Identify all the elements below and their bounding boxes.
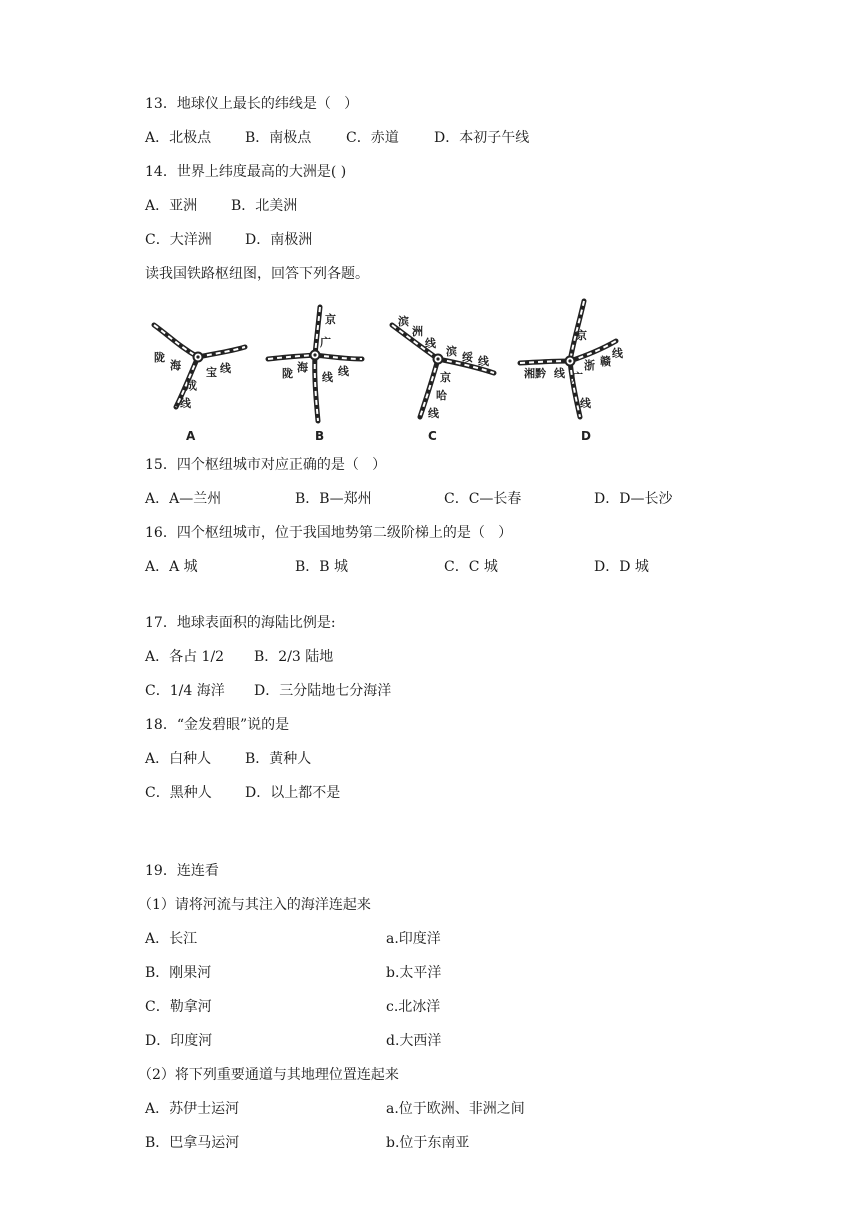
q15-option-c: C．C—长春 — [444, 491, 522, 507]
label-d-6: 赣 — [600, 355, 611, 368]
label-c-8: 哈 — [436, 389, 447, 402]
q14-stem: 14．世界上纬度最高的大洲是( ) — [145, 164, 347, 180]
q17-option-d: D．三分陆地七分海洋 — [254, 683, 392, 699]
q14-option-b: B．北美洲 — [231, 198, 298, 214]
q19-part1-left-a: A．长江 — [145, 931, 198, 947]
label-c-9: 线 — [428, 407, 439, 420]
q19-part2-right-b: b.位于东南亚 — [386, 1135, 470, 1151]
label-c-4: 滨 — [446, 345, 457, 358]
label-a-3: 宝 — [206, 366, 217, 379]
q18-option-c: C．黑种人 — [145, 785, 212, 801]
q19-part2-title: （2）将下列重要通道与其地理位置连起来 — [138, 1067, 399, 1083]
q18-stem: 18．“金发碧眼”说的是 — [145, 717, 290, 733]
q13-option-d: D．本初子午线 — [434, 130, 530, 146]
label-d-5: 浙 — [584, 359, 595, 372]
label-d-1: 京 — [576, 329, 587, 342]
q13-option-c: C．赤道 — [346, 130, 399, 146]
q17-option-c: C．1/4 海洋 — [145, 683, 225, 699]
q19-part1-title: （1）请将河流与其注入的海洋连起来 — [138, 897, 371, 913]
q16-option-b: B．B 城 — [295, 559, 349, 575]
q19-part1-right-b: b.太平洋 — [386, 965, 442, 981]
q19-part1-left-d: D．印度河 — [145, 1033, 213, 1049]
label-b-5: 线 — [338, 365, 349, 378]
q15-option-d: D．D—长沙 — [594, 491, 673, 507]
q16-option-c: C．C 城 — [444, 559, 498, 575]
label-b-6: 线 — [322, 371, 333, 384]
q14-option-d: D．南极洲 — [245, 232, 313, 248]
q18-option-d: D．以上都不是 — [245, 785, 341, 801]
hub-diagram-b — [268, 307, 362, 443]
label-a-1: 陇 — [154, 351, 165, 364]
q16-stem: 16．四个枢纽城市，位于我国地势第二级阶梯上的是（ ） — [145, 525, 513, 541]
label-c-6: 线 — [478, 355, 489, 368]
hub-diagram-d — [520, 301, 624, 443]
q19-stem: 19．连连看 — [145, 863, 219, 879]
label-d-8: 线 — [580, 397, 591, 410]
label-b-2: 广 — [320, 336, 331, 349]
label-b-3: 陇 — [282, 367, 293, 380]
label-d-4: 广 — [572, 371, 583, 384]
q19-part1-right-d: d.大西洋 — [386, 1033, 442, 1049]
q18-option-b: B．黄种人 — [245, 751, 312, 767]
q17-stem: 17．地球表面积的海陆比例是: — [145, 615, 336, 631]
q13-option-b: B．南极点 — [245, 130, 312, 146]
figure-letter-c: C — [428, 429, 437, 443]
hub-diagram-a — [154, 325, 245, 443]
q14-option-c: C．大洋洲 — [145, 232, 212, 248]
q19-part1-right-c: c.北冰洋 — [386, 999, 441, 1015]
q13-option-a: A．北极点 — [145, 130, 212, 146]
label-d-3: 线 — [554, 367, 565, 380]
label-c-5: 绥 — [462, 351, 473, 364]
label-c-7: 京 — [440, 371, 451, 384]
q15-stem: 15．四个枢纽城市对应正确的是（ ） — [145, 457, 387, 473]
hub-diagram-c — [392, 314, 494, 443]
q13-stem: 13．地球仪上最长的纬线是（ ） — [145, 96, 359, 112]
q17-option-b: B．2/3 陆地 — [254, 649, 334, 665]
q18-option-a: A．白种人 — [145, 751, 212, 767]
label-c-1: 滨 — [398, 315, 409, 328]
label-b-1: 京 — [325, 313, 336, 326]
label-a-6: 线 — [180, 397, 191, 410]
label-a-4: 线 — [220, 362, 231, 375]
q19-part2-left-b: B．巴拿马运河 — [145, 1135, 240, 1151]
q14-option-a: A．亚洲 — [145, 198, 198, 214]
railway-hub-figure — [140, 295, 660, 447]
q16-option-d: D．D 城 — [594, 559, 649, 575]
q17-option-a: A．各占 1/2 — [145, 649, 225, 665]
q19-part2-right-a: a.位于欧洲、非洲之间 — [386, 1101, 525, 1117]
q15-option-b: B．B—郑州 — [295, 491, 372, 507]
q19-part1-left-c: C．勒拿河 — [145, 999, 212, 1015]
label-b-4: 海 — [297, 361, 308, 374]
q19-part1-right-a: a.印度洋 — [386, 931, 441, 947]
label-c-2: 洲 — [412, 325, 423, 338]
q19-part1-left-b: B．刚果河 — [145, 965, 212, 981]
q16-option-a: A．A 城 — [145, 559, 198, 575]
figure-letter-d: D — [581, 429, 591, 443]
q19-part2-left-a: A．苏伊士运河 — [145, 1101, 240, 1117]
label-c-3: 线 — [425, 337, 436, 350]
label-a-5: 成 — [186, 379, 197, 392]
figure-letter-b: B — [315, 429, 325, 443]
figure-intro: 读我国铁路枢纽图，回答下列各题。 — [145, 266, 369, 282]
figure-letter-a: A — [186, 429, 196, 443]
label-a-2: 海 — [170, 359, 181, 372]
label-d-2: 湘黔 — [524, 367, 546, 380]
label-d-7: 线 — [612, 347, 623, 360]
q15-option-a: A．A—兰州 — [145, 491, 222, 507]
